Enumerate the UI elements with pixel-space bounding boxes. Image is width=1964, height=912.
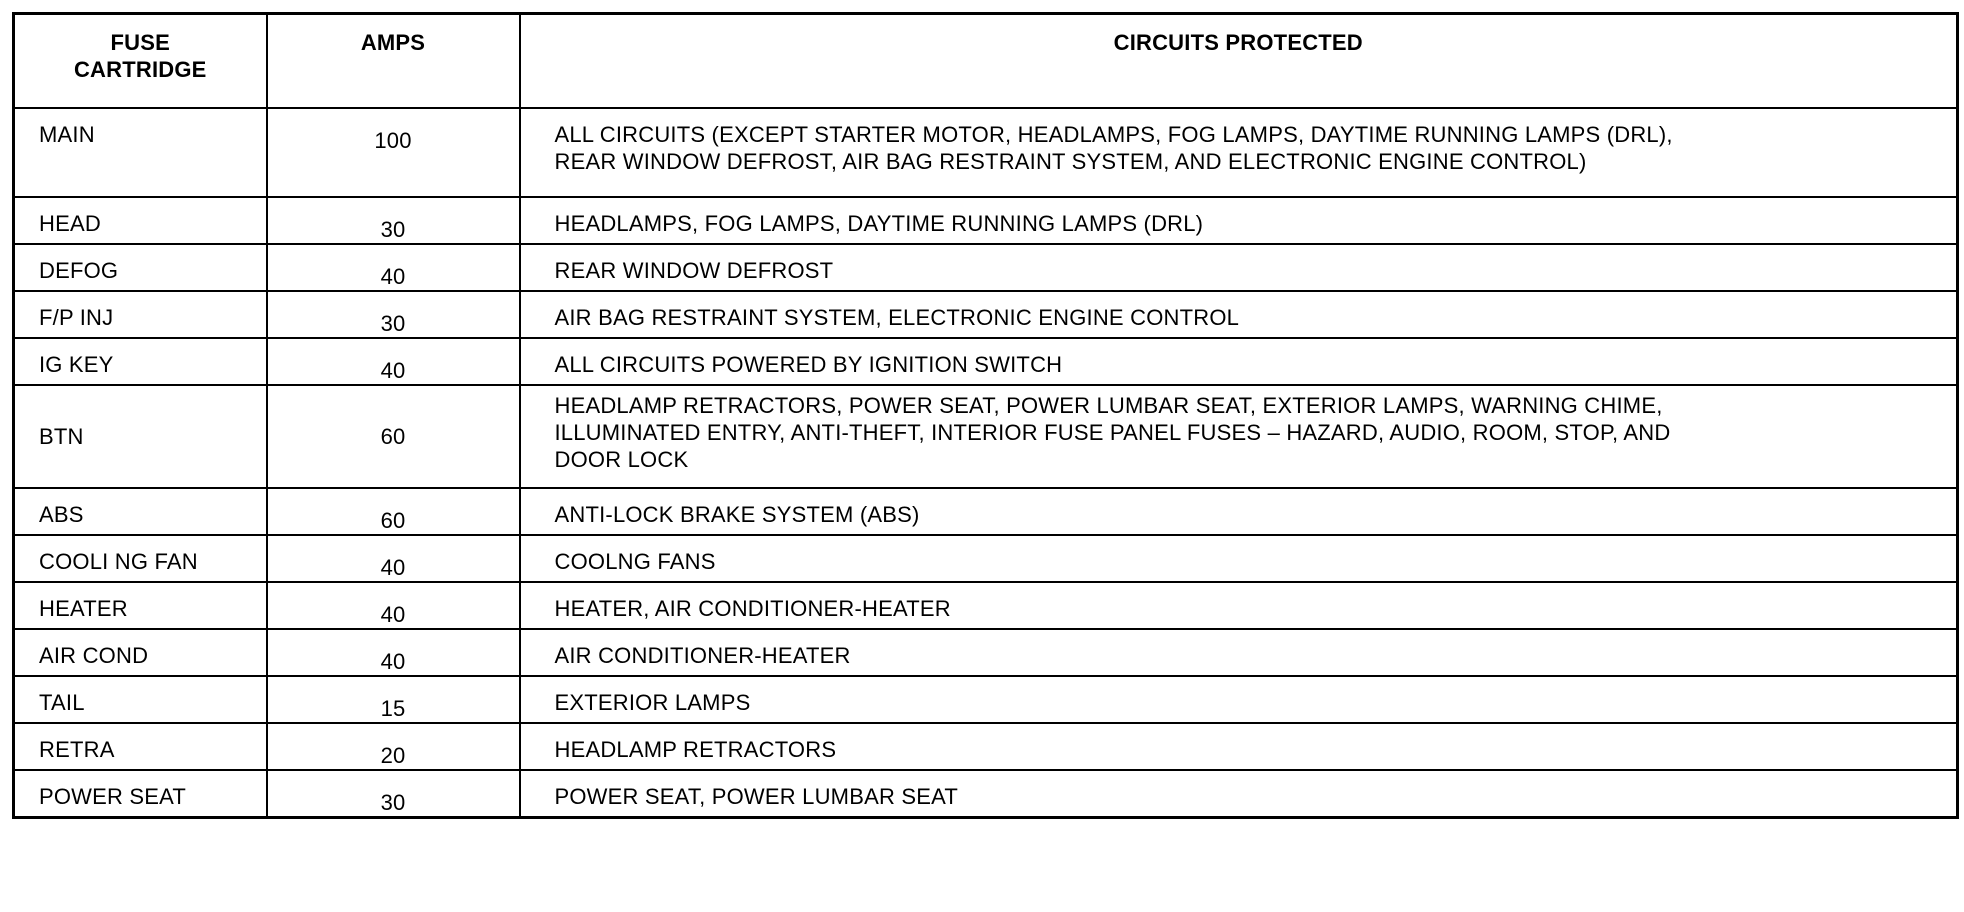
fuse-cell: TAIL (14, 676, 267, 723)
amps-cell: 40 (267, 629, 520, 676)
amps-cell: 30 (267, 291, 520, 338)
fuse-cell: HEAD (14, 197, 267, 244)
circuits-cell (520, 338, 1958, 385)
circuits-cell (520, 676, 1958, 723)
table-row (14, 535, 1958, 582)
amps-cell: 60 (267, 488, 520, 535)
table-row (14, 197, 1958, 244)
table-row (14, 385, 1958, 488)
circuit-line: HEATER, AIR CONDITIONER-HEATER (554, 595, 951, 621)
amps-cell: 40 (267, 582, 520, 629)
table-row (14, 676, 1958, 723)
amps-cell: 60 (267, 385, 520, 488)
header-row (14, 14, 1958, 108)
header-circuits-protected (520, 14, 1958, 108)
circuit-line: AIR BAG RESTRAINT SYSTEM, ELECTRONIC ENGINE CONTROL (554, 304, 1240, 330)
table-row (14, 629, 1958, 676)
circuits-cell (520, 197, 1958, 244)
circuits-cell (520, 535, 1958, 582)
circuit-line: HEADLAMPS, FOG LAMPS, DAYTIME RUNNING LAMPS (DRL) (554, 210, 1204, 236)
header-amps-label: AMPS (360, 30, 426, 55)
header-amps (267, 14, 520, 108)
circuits-cell (520, 291, 1958, 338)
amps-cell: 40 (267, 535, 520, 582)
circuit-line: HEADLAMP RETRACTORS, POWER SEAT, POWER LUMBAR SEAT, EXTERIOR LAMPS, WARNING CHIME, (554, 392, 1663, 418)
fuse-cell: F/P INJ (14, 291, 267, 338)
table-row (14, 770, 1958, 818)
circuit-line: ANTI-LOCK BRAKE SYSTEM (ABS) (554, 501, 920, 527)
table-row (14, 244, 1958, 291)
circuit-line: REAR WINDOW DEFROST, AIR BAG RESTRAINT SYSTEM, AND ELECTRONIC ENGINE CONTROL) (554, 148, 1587, 174)
fuse-cell: MAIN (14, 108, 267, 197)
circuits-cell (520, 488, 1958, 535)
circuits-cell (520, 385, 1958, 488)
amps-cell: 100 (267, 108, 520, 197)
circuits-cell (520, 582, 1958, 629)
fuse-cell: POWER SEAT (14, 770, 267, 818)
table-row (14, 291, 1958, 338)
table-body (14, 108, 1958, 818)
header-fuse-line1: FUSE (110, 30, 170, 55)
fuse-cell: DEFOG (14, 244, 267, 291)
circuit-line: ILLUMINATED ENTRY, ANTI-THEFT, INTERIOR FUSE PANEL FUSES – HAZARD, AUDIO, ROOM, STOP, AND (554, 419, 1671, 445)
amps-cell: 30 (267, 197, 520, 244)
fuse-cell: ABS (14, 488, 267, 535)
circuit-line: HEADLAMP RETRACTORS (554, 736, 837, 762)
fuse-cell: RETRA (14, 723, 267, 770)
circuit-line: COOLNG FANS (554, 548, 716, 574)
circuit-line: REAR WINDOW DEFROST (554, 257, 834, 283)
circuits-cell (520, 244, 1958, 291)
amps-cell: 15 (267, 676, 520, 723)
circuit-line: ALL CIRCUITS (EXCEPT STARTER MOTOR, HEADLAMPS, FOG LAMPS, DAYTIME RUNNING LAMPS (DRL), (554, 121, 1673, 147)
amps-cell: 40 (267, 244, 520, 291)
circuit-line: ALL CIRCUITS POWERED BY IGNITION SWITCH (554, 351, 1063, 377)
table-row (14, 338, 1958, 385)
circuits-cell (520, 108, 1958, 197)
circuit-line: DOOR LOCK (554, 446, 689, 472)
fuse-cell: COOLI NG FAN (14, 535, 267, 582)
table-row (14, 582, 1958, 629)
circuits-cell (520, 770, 1958, 818)
circuit-line: POWER SEAT, POWER LUMBAR SEAT (554, 783, 958, 809)
fuse-cell: AIR COND (14, 629, 267, 676)
fuse-cell: BTN (14, 385, 267, 488)
header-circuits-label: CIRCUITS PROTECTED (1113, 30, 1363, 55)
amps-cell: 20 (267, 723, 520, 770)
circuit-line: AIR CONDITIONER-HEATER (554, 642, 851, 668)
table-row (14, 488, 1958, 535)
circuit-line: EXTERIOR LAMPS (554, 689, 751, 715)
fuse-cartridge-table (12, 12, 1959, 819)
header-fuse-line2: CARTRIDGE (73, 57, 207, 82)
circuits-cell (520, 629, 1958, 676)
table-row (14, 108, 1958, 197)
table-row (14, 723, 1958, 770)
header-fuse-cartridge (14, 14, 267, 108)
table-header (14, 14, 1958, 108)
amps-cell: 30 (267, 770, 520, 818)
amps-cell: 40 (267, 338, 520, 385)
fuse-cell: IG KEY (14, 338, 267, 385)
fuse-cell: HEATER (14, 582, 267, 629)
circuits-cell (520, 723, 1958, 770)
